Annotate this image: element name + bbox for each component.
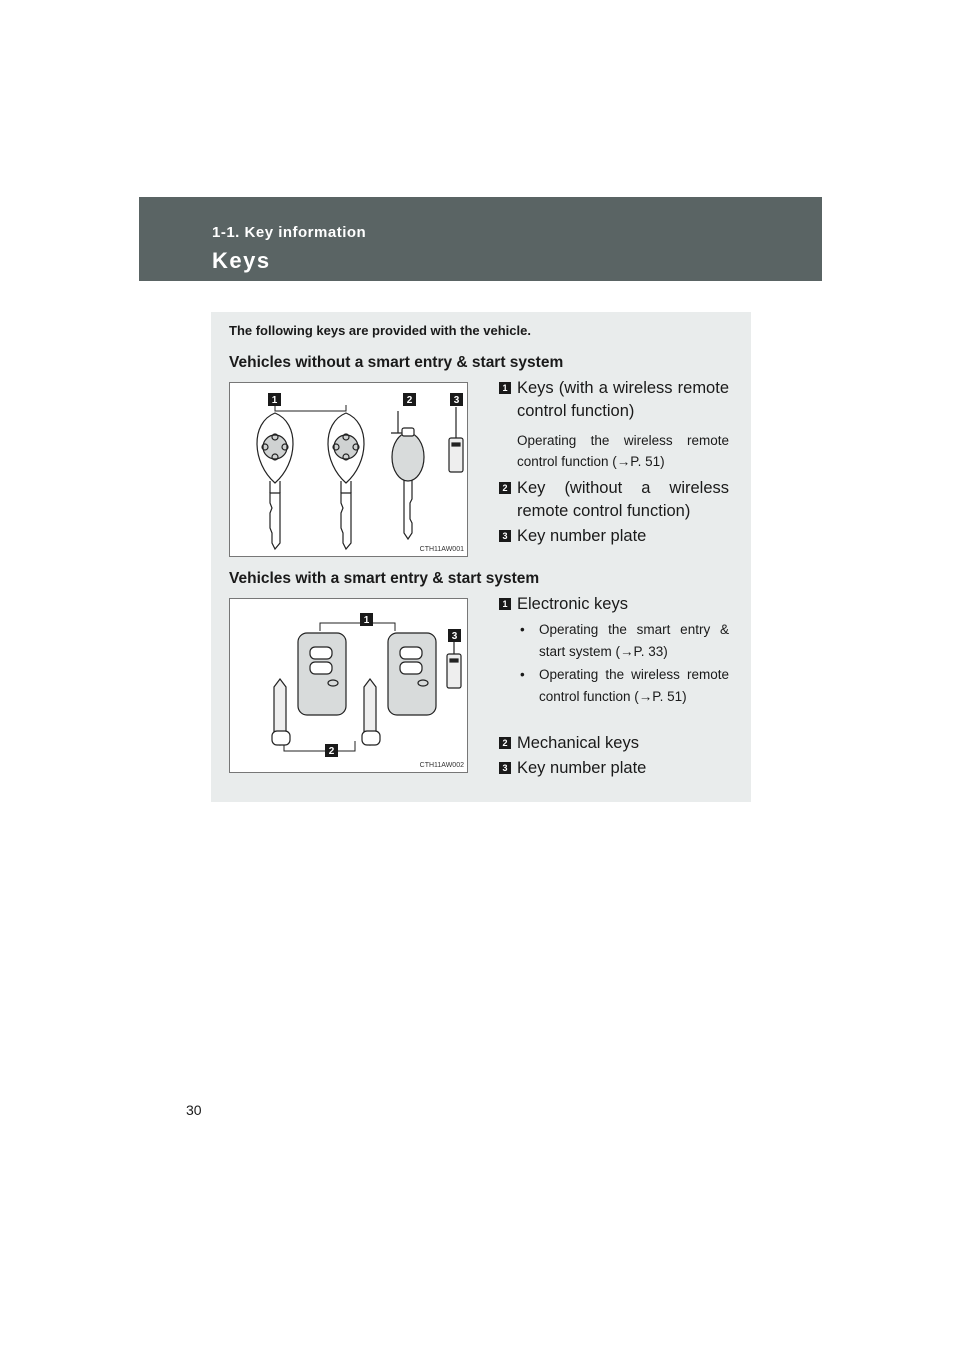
content-panel <box>211 312 751 802</box>
item-note: Operating the wireless remote control function (→P. 51) <box>517 433 729 469</box>
callout-3 <box>448 629 461 642</box>
callout-2-label: 2 <box>328 746 335 757</box>
bullet-dot: • <box>520 622 525 637</box>
page-header <box>139 197 822 281</box>
bullet-text: Operating the wireless remote control function (→P. 51) <box>539 667 729 704</box>
item-number-badge: 2 <box>499 482 511 494</box>
page-title: Keys <box>212 248 271 273</box>
bullet-item <box>517 664 729 708</box>
item-number-badge: 3 <box>499 530 511 542</box>
item-label: Key (without a wireless remote control function) <box>517 479 729 520</box>
intro-text: The following keys are provided with the vehicle. <box>229 323 531 338</box>
figure-electronic-keys <box>229 598 468 773</box>
callout-1-label: 1 <box>271 395 278 406</box>
keys-illustration <box>230 383 469 558</box>
remote-key-icon <box>257 413 293 549</box>
heading-without-smart: Vehicles without a smart entry & start system <box>229 354 564 371</box>
callout-2 <box>403 393 416 406</box>
figure-code: CTH11AW002 <box>419 762 464 769</box>
callout-3-label: 3 <box>453 395 460 406</box>
callout-2 <box>325 744 338 757</box>
list-item <box>499 757 729 780</box>
list-item <box>499 593 729 616</box>
item-number-badge: 2 <box>499 737 511 749</box>
electronic-keys-illustration <box>230 599 469 774</box>
item-label: Key number plate <box>517 527 647 545</box>
item-number-badge: 1 <box>499 382 511 394</box>
callout-3-label: 3 <box>451 631 458 642</box>
item-label: Key number plate <box>517 759 647 777</box>
callout-1 <box>360 613 373 626</box>
item-number-badge: 1 <box>499 598 511 610</box>
list-item <box>499 477 729 523</box>
remote-key-icon <box>328 413 364 549</box>
bullet-text: Operating the smart entry & start system (→P. 33) <box>539 622 729 659</box>
smart-key-icon <box>272 633 346 745</box>
figure-code: CTH11AW001 <box>419 546 464 553</box>
figure-conventional-keys <box>229 382 468 557</box>
callout-3 <box>450 393 463 406</box>
item-label: Electronic keys <box>517 595 628 613</box>
list-item <box>499 377 729 423</box>
callout-1-label: 1 <box>363 615 370 626</box>
list-item <box>499 525 729 548</box>
plain-key-icon <box>391 411 424 539</box>
callout-1 <box>268 393 281 406</box>
key-number-plate-icon <box>447 642 461 688</box>
section-title: 1-1. Key information <box>212 224 367 241</box>
item-label: Keys (with a wireless remote control function) <box>517 379 729 420</box>
bullet-item <box>517 619 729 663</box>
heading-with-smart: Vehicles with a smart entry & start system <box>229 570 540 587</box>
item-label: Mechanical keys <box>517 734 639 752</box>
page-number: 30 <box>186 1102 202 1118</box>
callout-2-label: 2 <box>406 395 413 406</box>
bullet-dot: • <box>520 667 525 682</box>
smart-key-icon <box>362 633 436 745</box>
list-item <box>499 732 729 755</box>
item-number-badge: 3 <box>499 762 511 774</box>
key-number-plate-icon <box>449 407 463 472</box>
